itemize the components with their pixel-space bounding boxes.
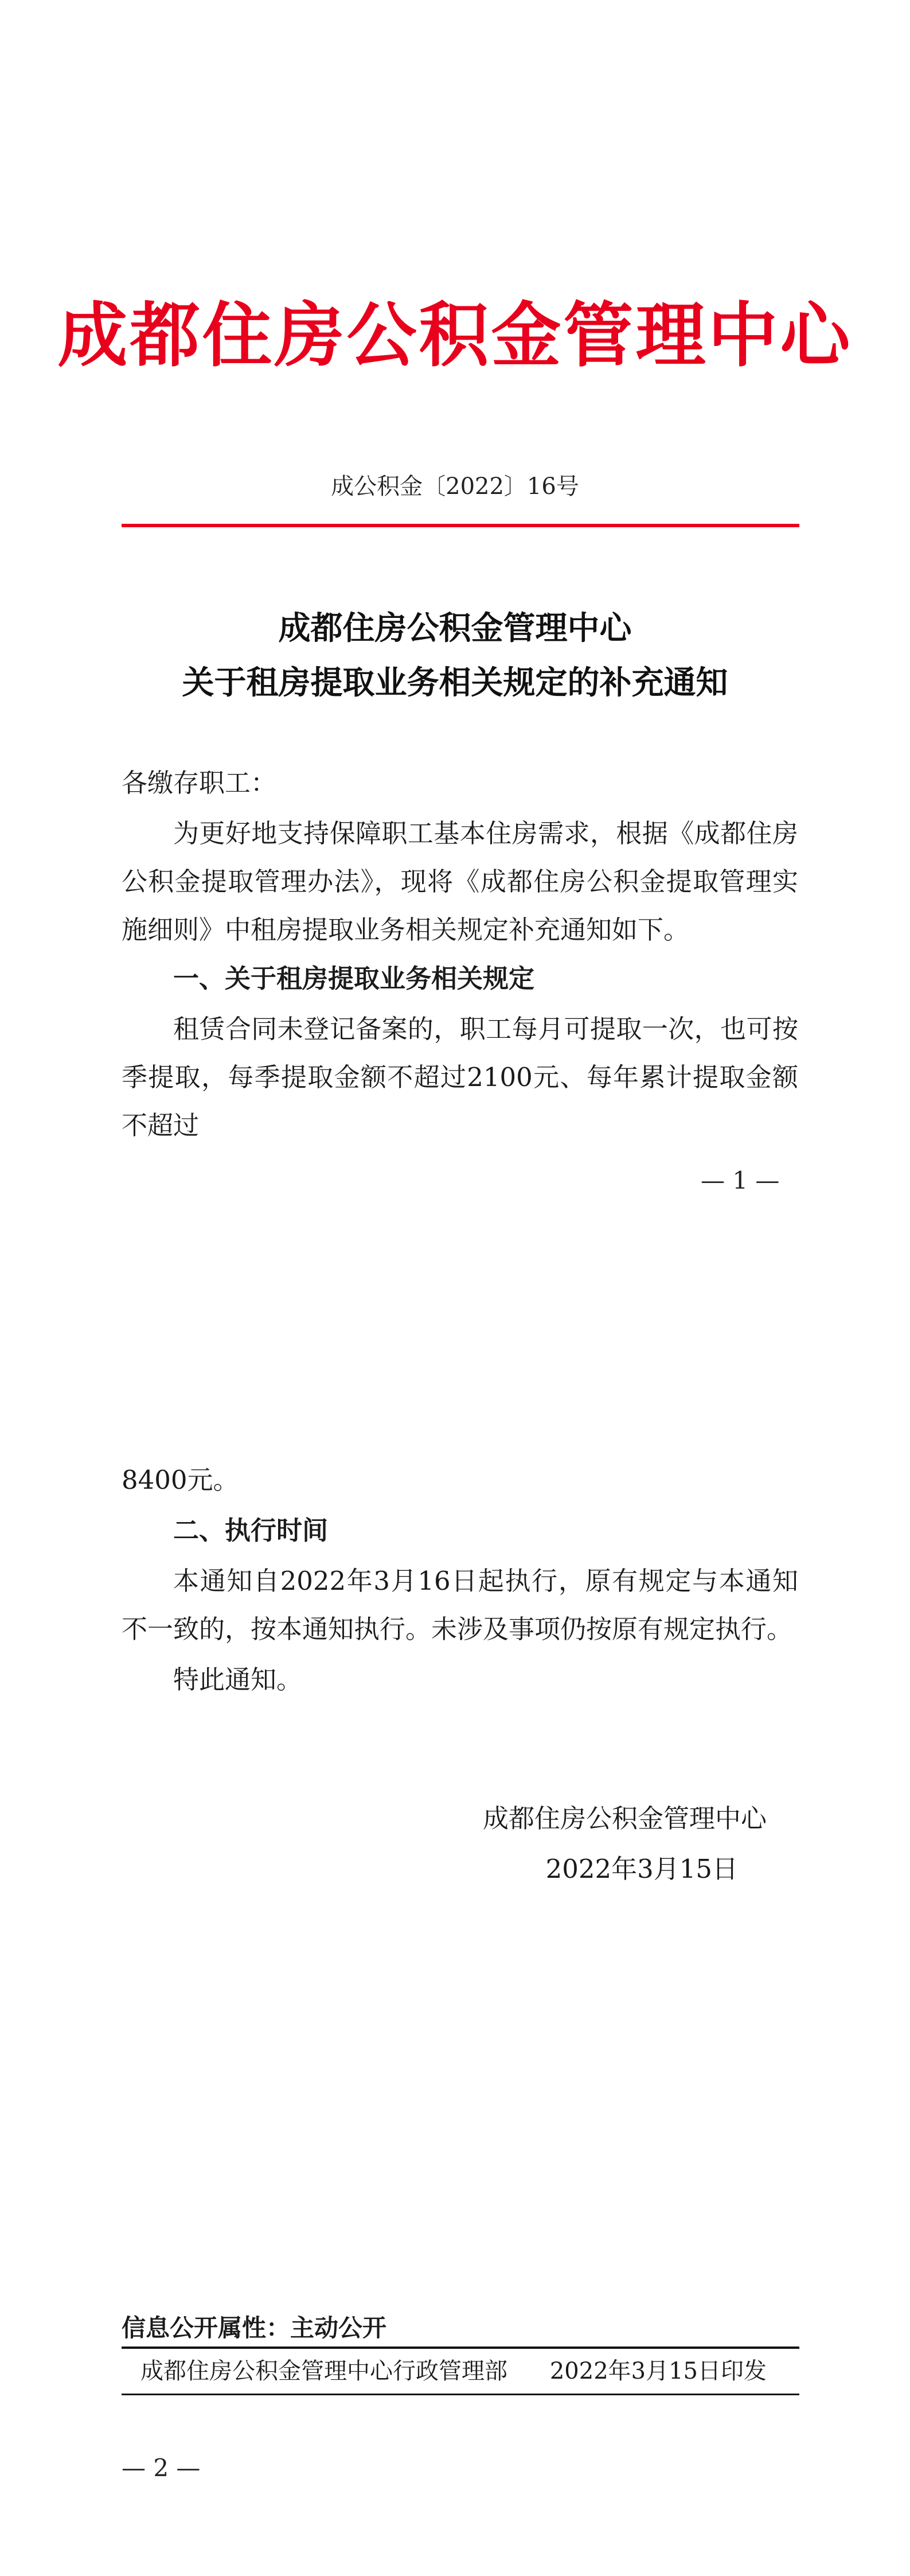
document-title-line-2: 关于租房提取业务相关规定的补充通知 xyxy=(182,664,728,702)
section-2-heading: 二、执行时间 xyxy=(173,1515,329,1546)
footer-bottom-rule xyxy=(122,2394,799,2395)
page-number-2: — 2 — xyxy=(122,2454,201,2482)
footer-top-rule xyxy=(122,2347,799,2349)
closing-line: 特此通知。 xyxy=(173,1664,303,1695)
disclosure-attribute: 信息公开属性：主动公开 xyxy=(122,2314,387,2342)
section-1-heading: 一、关于租房提取业务相关规定 xyxy=(173,963,535,994)
signature-date: 2022年3月15日 xyxy=(545,1854,738,1884)
footer-issuer: 成都住房公积金管理中心行政管理部 xyxy=(140,2358,507,2384)
document-title-line-1: 成都住房公积金管理中心 xyxy=(278,609,632,647)
issuing-authority-header: 成都住房公积金管理中心 xyxy=(57,295,853,376)
signature-organization: 成都住房公积金管理中心 xyxy=(482,1803,767,1834)
footer-issue-date: 2022年3月15日印发 xyxy=(549,2358,767,2384)
page-number-1: — 1 — xyxy=(701,1166,780,1194)
red-divider-line xyxy=(122,524,799,527)
section-2-text: 本通知自2022年3月16日起执行，原有规定与本通知不一致的，按本通知执行。未涉及事项仍按原有规定执行。 xyxy=(122,1566,798,1644)
salutation: 各缴存职工： xyxy=(122,768,277,798)
document-number: 成公积金〔2022〕16号 xyxy=(331,473,579,500)
section-1-text-page-2: 8400元。 xyxy=(122,1465,239,1495)
section-1-text-page-1: 租赁合同未登记备案的，职工每月可提取一次，也可按季提取，每季提取金额不超过2100元、每年累计提取金额不超过 xyxy=(122,1014,798,1141)
intro-paragraph: 为更好地支持保障职工基本住房需求，根据《成都住房公积金提取管理办法》，现将《成都住房公积金提取管理实施细则》中租房提取业务相关规定补充通知如下。 xyxy=(122,818,798,945)
